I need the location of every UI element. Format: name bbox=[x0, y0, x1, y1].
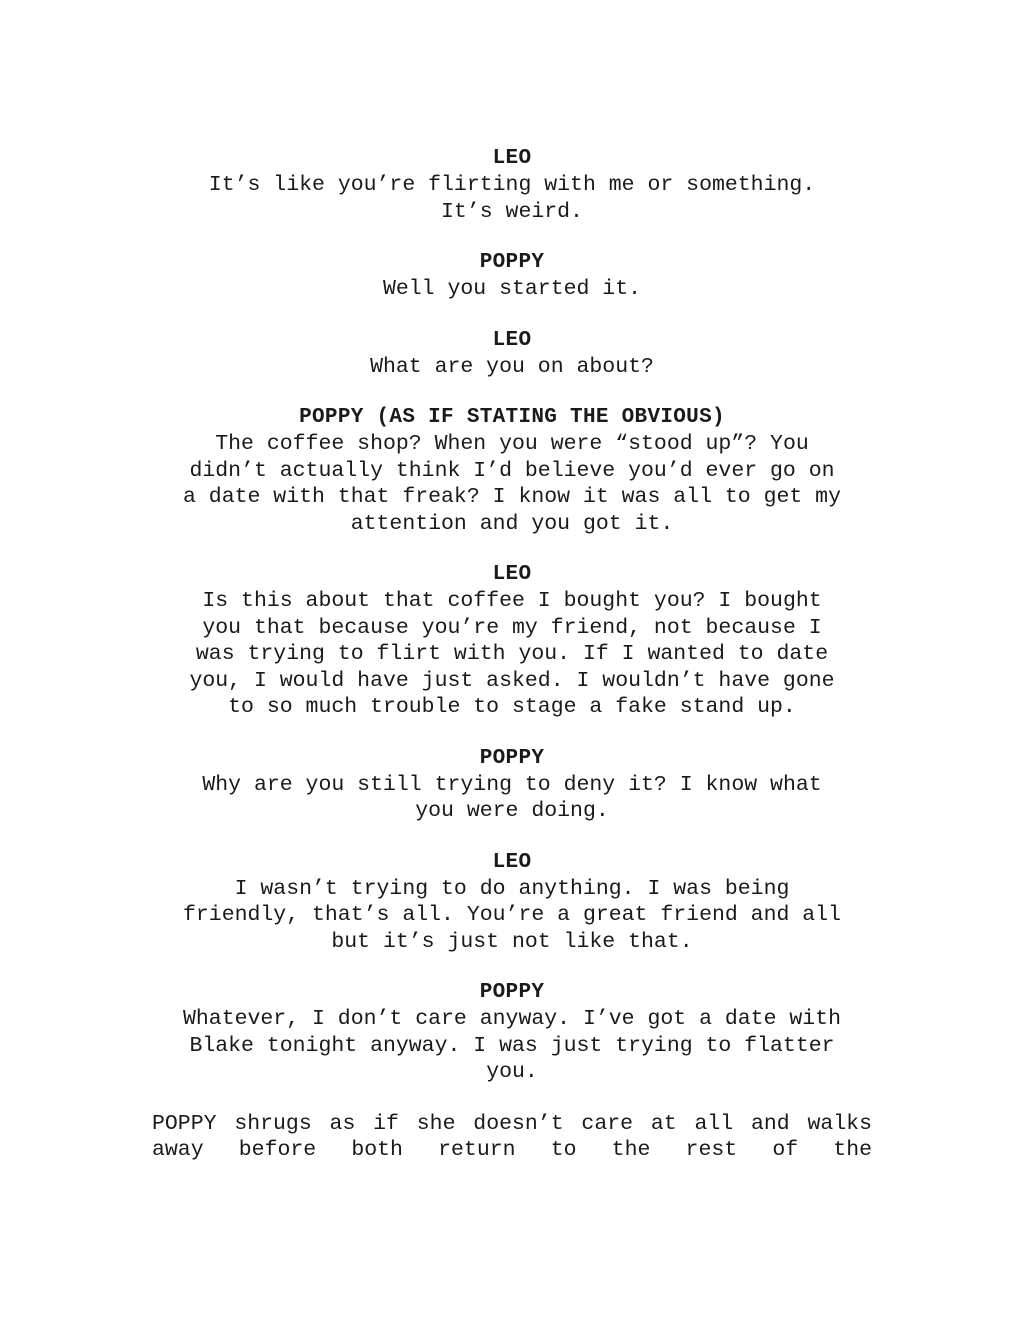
dialogue-block bbox=[152, 405, 872, 537]
character-name: POPPY (AS IF STATING THE OBVIOUS) bbox=[299, 406, 725, 429]
character-name: LEO bbox=[492, 563, 532, 586]
dialogue-text: Why are you still trying to deny it? I know what you were doing. bbox=[202, 772, 822, 823]
character-name: LEO bbox=[492, 328, 532, 352]
character-name: POPPY bbox=[479, 981, 545, 1004]
dialogue-block bbox=[152, 746, 872, 825]
dialogue-block bbox=[152, 146, 872, 225]
dialogue-text: I wasn’t trying to do anything. I was being friendly, that’s all. You’re a great friend and all but it’s just not like that. bbox=[182, 876, 841, 954]
action-text: POPPY shrugs as if she doesn’t care at all and walks away before both return to the rest of the bbox=[152, 1111, 872, 1162]
screenplay-body bbox=[152, 146, 872, 1189]
dialogue-text: The coffee shop? When you were “stood up”? You didn’t actually think I’d believe you’d ever go on a date with that freak? I know it was all to get my attention and you got it. bbox=[182, 432, 841, 536]
dialogue-text: It’s like you’re flirting with me or something. It’s weird. bbox=[208, 173, 816, 224]
dialogue-text: What are you on about? bbox=[370, 354, 654, 379]
character-name: POPPY bbox=[479, 251, 545, 274]
character-name: POPPY bbox=[479, 746, 545, 770]
action-block bbox=[152, 1111, 872, 1164]
character-name: LEO bbox=[492, 147, 532, 170]
dialogue-block bbox=[152, 250, 872, 303]
dialogue-text: Is this about that coffee I bought you? I bought you that because you’re my friend, not because I was trying to flirt with you. If I wanted to date you, I would have just asked. I wouldn’t have gone to so much trouble to stage a fake stand up. bbox=[189, 589, 835, 719]
character-name: LEO bbox=[492, 850, 532, 874]
dialogue-block bbox=[152, 850, 872, 956]
dialogue-block bbox=[152, 562, 872, 721]
dialogue-block bbox=[152, 328, 872, 381]
dialogue-block bbox=[152, 980, 872, 1086]
dialogue-text: Well you started it. bbox=[382, 277, 642, 301]
dialogue-text: Whatever, I don’t care anyway. I’ve got a date with Blake tonight anyway. I was just trying to flatter you. bbox=[182, 1007, 841, 1084]
